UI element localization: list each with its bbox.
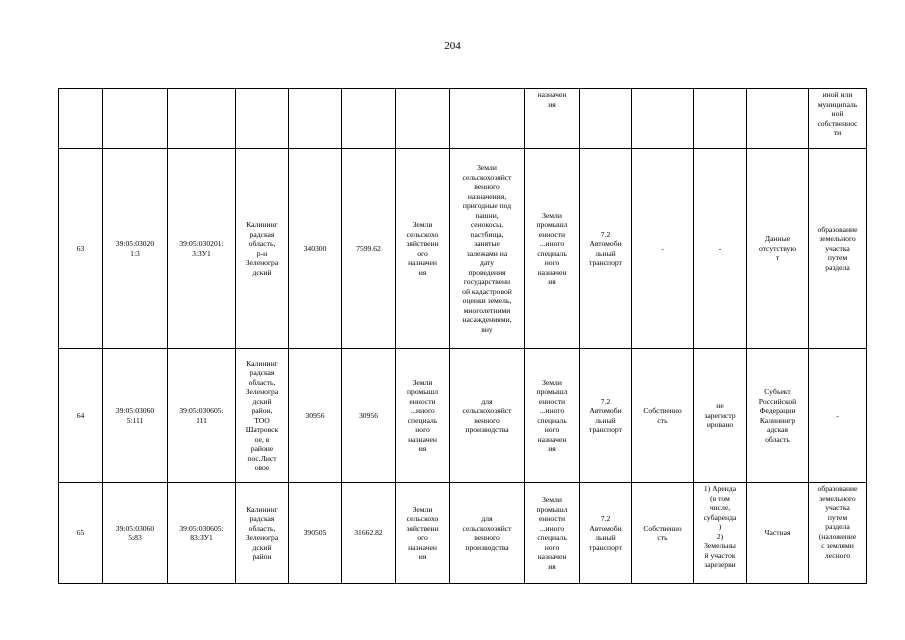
page-number: 204	[444, 40, 461, 52]
cell-current-use	[450, 89, 525, 149]
cell-total-area: 390505	[289, 483, 342, 584]
table-row	[59, 483, 867, 584]
cell-encumbrance	[694, 89, 747, 149]
cell-owner: Данные отсутствую т	[747, 149, 809, 349]
cell-planned-use	[580, 89, 632, 149]
cell-parcel-number: 39:05:030605: 83:ЗУ1	[168, 483, 236, 584]
cell-cadastral-number: 39:05:03020 1:3	[103, 149, 168, 349]
cell-encumbrance: -	[694, 149, 747, 349]
cell-address	[236, 89, 289, 149]
cell-right-type	[632, 89, 694, 149]
cell-planned-use: 7.2 Автомоби льный транспорт	[580, 349, 632, 483]
cell-parcel-number	[168, 89, 236, 149]
cell-planned-category: Земли промышл енности ...иного специаль ного назначен ия	[525, 149, 580, 349]
land-registry-table	[58, 88, 867, 584]
cell-planned-use: 7.2 Автомоби льный транспорт	[580, 149, 632, 349]
cell-formation-method: образование земельного участка путем раздела	[809, 149, 867, 349]
cell-cadastral-number	[103, 89, 168, 149]
cell-row-number: 64	[59, 349, 103, 483]
cell-current-category	[396, 89, 450, 149]
cell-formation-method: -	[809, 349, 867, 483]
cell-planned-category: назначен ия	[525, 89, 580, 149]
cell-planned-category: Земли промышл енности ...иного специаль ного назначен ия	[525, 349, 580, 483]
cell-formation-method: иной или муниципаль ной собственнос ти	[809, 89, 867, 149]
cell-encumbrance: 1) Аренда (в том числе, субаренда ) 2) Земельны й участок зарезерви	[694, 483, 747, 584]
cell-owner: Частная	[747, 483, 809, 584]
cell-current-category: Земли сельскохо зяйственн ого назначен ия	[396, 483, 450, 584]
table-row	[59, 349, 867, 483]
cell-current-category: Земли сельскохо зяйственн ого назначен ия	[396, 149, 450, 349]
cell-current-use: для сельскохозяйст венного производства	[450, 483, 525, 584]
table-row-continued	[59, 89, 867, 149]
cell-row-number: 63	[59, 149, 103, 349]
cell-right-type: -	[632, 149, 694, 349]
cell-address: Калининг радская область, р-н Зеленогра дский	[236, 149, 289, 349]
cell-current-use: Земли сельскохозяйст венного назначения, пригодные под пашни, сенокосы, пастбища, занятые залежами на дату проведения государственн ой кадастровой оценки земель, многолетними насаждениями, вну	[450, 149, 525, 349]
cell-total-area	[289, 89, 342, 149]
cell-total-area: 30956	[289, 349, 342, 483]
cell-formed-area: 31662.82	[342, 483, 396, 584]
cell-address: Калининг радская область, Зеленогра дский район	[236, 483, 289, 584]
cell-formed-area: 7599.62	[342, 149, 396, 349]
cell-formation-method: образование земельного участка путем раздела (наложение с землями лесного	[809, 483, 867, 584]
cell-planned-use: 7.2 Автомоби льный транспорт	[580, 483, 632, 584]
cell-cadastral-number: 39:05:03060 5:83	[103, 483, 168, 584]
cell-right-type: Собственно сть	[632, 483, 694, 584]
table-row	[59, 149, 867, 349]
cell-cadastral-number: 39:05:03060 5:111	[103, 349, 168, 483]
cell-current-use: для сельскохозяйст венного производства	[450, 349, 525, 483]
cell-parcel-number: 39:05:030605: 111	[168, 349, 236, 483]
cell-encumbrance: не зарегистр ировано	[694, 349, 747, 483]
cell-owner	[747, 89, 809, 149]
cell-row-number	[59, 89, 103, 149]
cell-formed-area: 30956	[342, 349, 396, 483]
cell-total-area: 340300	[289, 149, 342, 349]
cell-right-type: Собственно сть	[632, 349, 694, 483]
cell-planned-category: Земли промышл енности ...иного специаль ного назначен ия	[525, 483, 580, 584]
cell-parcel-number: 39:05:030201: 3:ЗУ1	[168, 149, 236, 349]
cell-row-number: 65	[59, 483, 103, 584]
cell-owner: Субъект Российской Федерации Калинингр адская область	[747, 349, 809, 483]
cell-address: Калининг радская область, Зеленогра дский район, ТОО Шатровск ое, в районе пос.Лист овое	[236, 349, 289, 483]
cell-formed-area	[342, 89, 396, 149]
cell-current-category: Земли промышл енности ...иного специаль ного назначен ия	[396, 349, 450, 483]
